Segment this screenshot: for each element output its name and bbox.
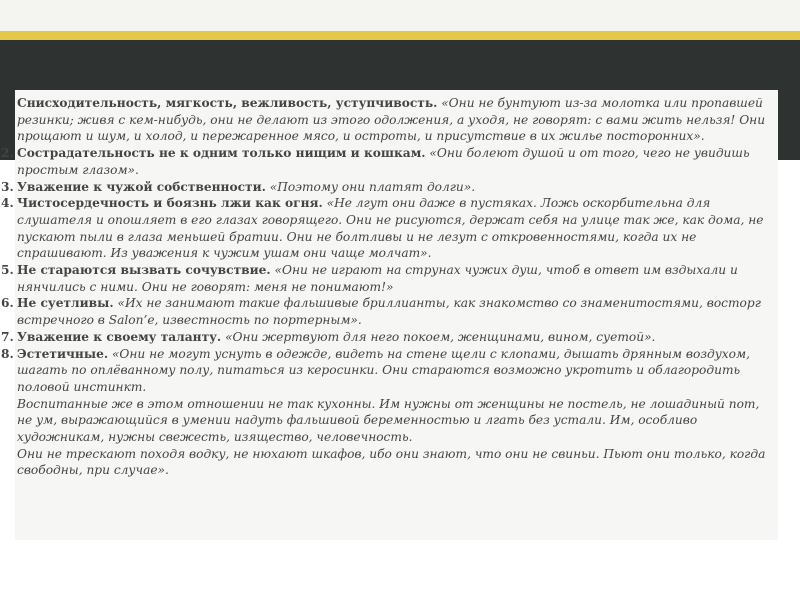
item-number: 5.	[1, 263, 14, 278]
item-quote: «Они не бунтуют из-за молотка или пропавшей резинки; живя с кем-нибудь, они не делают из этого одолжения, а уходя, не говорят: с вами жить нельзя! Они прощают и шум, и холод, и пережаренное мясо, и остроты, и присутствие в их жилье посторонних».	[17, 96, 766, 144]
item-heading: Чистосердечность и боязнь лжи как огня.	[17, 196, 323, 211]
item-quote: «Они болеют душой и от того, чего не увидишь простым глазом».	[17, 146, 750, 177]
list-item	[1, 295, 777, 328]
item-number: 3.	[1, 179, 14, 194]
item-number: 2.	[1, 146, 14, 161]
slide-content	[1, 95, 777, 479]
list-item	[17, 95, 777, 145]
item-number: 4.	[1, 196, 14, 211]
item-quote: «Поэтому они платят долги».	[269, 179, 476, 194]
item-heading: Не суетливы.	[17, 296, 114, 311]
item-heading: Снисходительность, мягкость, вежливость, уступчивость.	[17, 96, 438, 110]
accent-stripe	[0, 31, 800, 40]
list-item	[1, 145, 777, 178]
item-heading: Сострадательность не к одним только нищим и кошкам.	[17, 146, 426, 161]
item-heading: Не стараются вызвать сочувствие.	[17, 263, 271, 278]
item-quote: «Они не играют на струнах чужих душ, чтоб в ответ им вздыхали и нянчились с ними. Они не говорят: меня не понимают!»	[17, 263, 738, 294]
list-item	[1, 329, 777, 346]
item-quote: «Они жертвуют для него покоем, женщинами, вином, суетой».	[225, 329, 656, 344]
item-quote: «Их не занимают такие фальшивые бриллианты, как знакомство со знаменитостями, восторг встречного в Salon’e, известность по портерным».	[17, 296, 761, 328]
list-item	[1, 262, 777, 295]
item-number: 8.	[1, 346, 14, 361]
item-heading: Уважение к своему таланту.	[17, 329, 222, 344]
item-quote: «Они не могут уснуть в одежде, видеть на стене щели с клопами, дышать дрянным воздухом, шагать по оплёванному полу, питаться из керосинки. Они стараются возможно укротить и облагородить половой инстинкт.	[17, 346, 750, 394]
paragraph: Они не трескают походя водку, не нюхают шкафов, ибо они знают, что они не свиньи. Пьют они только, когда свободны, при случае».	[17, 446, 766, 478]
item-number: 7.	[1, 329, 14, 344]
item-number: 6.	[1, 296, 14, 311]
item-heading: Эстетичные.	[17, 346, 109, 361]
item-heading: Уважение к чужой собственности.	[17, 179, 266, 194]
item-quote: «Не лгут они даже в пустяках. Ложь оскорбительна для слушателя и опошляет в его глазах говорящего. Они не рисуются, держат себя на улице так же, как дома, не пускают пыли в глаза меньшей братии. Они не болтливы и не лезут с откровенностями, когда их не спрашивают. Из уважения к чужим ушам они чаще молчат».	[17, 196, 764, 261]
paragraph: Воспитанные же в этом отношении не так кухонны. Им нужны от женщины не постель, не лошадиный пот, не ум, выражающийся в умении надуть фальшивой беременностью и лгать без устали. Им, особливо художникам, нужны свежесть, изящество, человечность.	[17, 396, 760, 445]
top-band	[0, 0, 800, 31]
list-item	[1, 346, 777, 396]
list-item	[1, 179, 777, 196]
list-item	[1, 195, 777, 262]
